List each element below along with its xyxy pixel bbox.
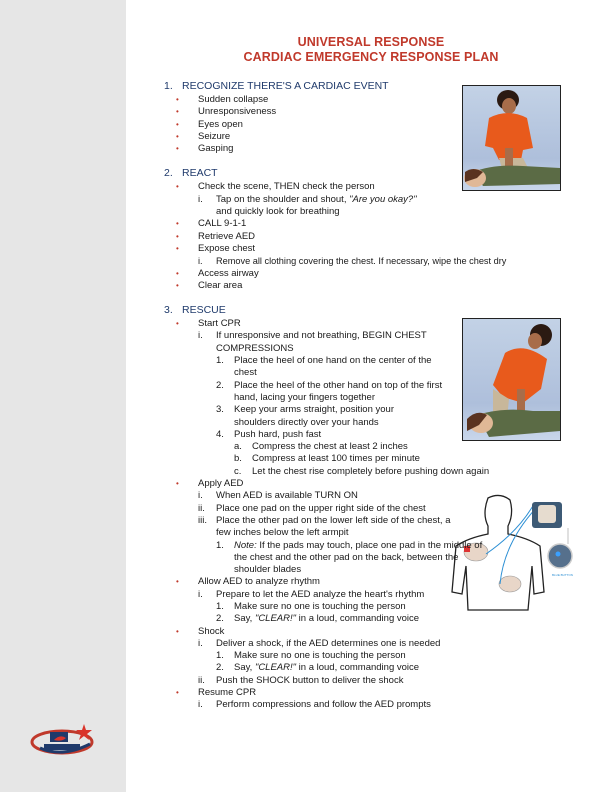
item-text: Push hard, push fast: [234, 428, 322, 440]
sub-item: [164, 638, 536, 650]
item-marker: a.: [234, 441, 242, 453]
list-item: [164, 231, 564, 243]
step-sub-item: [164, 441, 512, 453]
note-label: Note:: [234, 539, 257, 551]
item-marker: 3.: [216, 404, 224, 416]
item-marker: i.: [198, 330, 203, 342]
step-item: [164, 355, 446, 380]
item-text: If the pads may touch, place one pad in the middle of the chest and the other pad on the back, between the shoulder blades: [234, 539, 483, 576]
item-text: Check the scene, THEN check the person: [198, 181, 375, 193]
item-text: Make sure no one is touching the person: [234, 600, 406, 612]
item-text: Resume CPR: [198, 687, 257, 699]
step-item: [164, 380, 446, 405]
title-line-2: CARDIAC EMERGENCY RESPONSE PLAN: [243, 50, 499, 64]
item-text: Unresponsiveness: [198, 106, 277, 118]
section-number: 2.: [164, 167, 173, 180]
item-text: Let the chest rise completely before pushing down again: [252, 465, 490, 477]
item-text: If unresponsive and not breathing, BEGIN CHEST COMPRESSIONS: [216, 330, 427, 354]
bullet-icon: •: [176, 577, 179, 587]
item-text: Place one pad on the upper right side of the chest: [216, 502, 426, 514]
item-text: Compress at least 100 times per minute: [252, 453, 420, 465]
item-text: Allow AED to analyze rhythm: [198, 576, 320, 588]
item-text: in a loud, commanding voice: [296, 613, 420, 625]
item-text: Push the SHOCK button to deliver the shock: [216, 674, 404, 686]
list-item: [164, 576, 564, 588]
sub-item: [164, 515, 461, 540]
item-text: Expose chest: [198, 242, 256, 254]
item-quote: "Are you okay?": [349, 193, 417, 205]
item-text: Seizure: [198, 130, 231, 142]
brand-logo: [28, 722, 100, 758]
item-marker: i.: [198, 699, 203, 711]
list-item: [164, 478, 564, 490]
bullet-icon: •: [176, 688, 179, 698]
item-marker: iii.: [198, 514, 207, 526]
bullet-icon: •: [176, 182, 179, 192]
section-rescue: [164, 304, 564, 712]
bullet-icon: •: [176, 119, 179, 129]
title-line-1: UNIVERSAL RESPONSE: [297, 35, 445, 49]
section-recognize: [164, 80, 564, 155]
item-marker: 1.: [216, 355, 224, 367]
item-text: and quickly look for breathing: [216, 206, 340, 218]
list-item: [164, 218, 564, 230]
item-text: CALL 9-1-1: [198, 218, 247, 230]
section-number: 3.: [164, 304, 173, 317]
sub-item: [164, 490, 564, 502]
sub-item: [164, 194, 564, 219]
item-text: Place the other pad on the lower left side of the chest, a few inches below the left armpit: [216, 514, 451, 539]
step-item: [164, 662, 564, 674]
item-marker: i.: [198, 193, 203, 205]
item-quote: "CLEAR!": [254, 662, 297, 674]
list-item: [164, 131, 564, 143]
item-marker: i.: [198, 256, 203, 267]
item-marker: 2.: [216, 613, 224, 625]
list-item: [164, 119, 564, 131]
list-item: [164, 181, 564, 193]
list-item: [164, 243, 564, 255]
item-text: Make sure no one is touching the person: [234, 650, 406, 662]
list-item: [164, 280, 564, 292]
step-item: [164, 601, 564, 613]
step-item: [164, 540, 496, 577]
item-marker: i.: [198, 637, 203, 649]
bullet-icon: •: [176, 268, 179, 278]
step-item: [164, 613, 564, 625]
list-item: [164, 94, 564, 106]
step-sub-item: [164, 453, 532, 465]
step-item: [164, 650, 564, 662]
item-marker: b.: [234, 453, 242, 465]
item-marker: 1.: [216, 539, 224, 551]
item-text: Keep your arms straight, position your shoulders directly over your hands: [234, 404, 394, 428]
sub-item: [164, 330, 436, 355]
item-marker: 2.: [216, 379, 224, 391]
item-text: Shock: [198, 625, 225, 637]
sub-item: [164, 675, 564, 687]
bullet-icon: •: [176, 319, 179, 329]
item-text: Place the heel of one hand on the center of the chest: [234, 355, 432, 379]
step-sub-item: [164, 466, 502, 478]
page-title: [130, 35, 612, 65]
response-plan: [164, 80, 564, 724]
item-text: Say,: [234, 613, 255, 625]
sidebar: [0, 0, 126, 792]
list-item: [164, 626, 564, 638]
item-text: Perform compressions and follow the AED prompts: [216, 699, 431, 711]
item-text: Apply AED: [198, 478, 244, 490]
bullet-icon: •: [176, 479, 179, 489]
bullet-icon: •: [176, 131, 179, 141]
item-text: Compress the chest at least 2 inches: [252, 441, 408, 453]
sub-item: [164, 503, 461, 515]
section-title: RECOGNIZE THERE'S A CARDIAC EVENT: [182, 80, 389, 92]
item-text: in a loud, commanding voice: [296, 662, 420, 674]
item-text: Place the heel of the other hand on top of the first hand, lacing your fingers together: [234, 379, 443, 403]
bullet-icon: •: [176, 243, 179, 253]
section-heading: [164, 80, 564, 93]
list-item: [164, 687, 564, 699]
section-number: 1.: [164, 80, 173, 92]
list-item: [164, 143, 564, 155]
section-title: REACT: [182, 167, 218, 180]
item-quote: "CLEAR!": [254, 613, 297, 625]
item-marker: ii.: [198, 674, 205, 686]
item-text: Deliver a shock, if the AED determines one is needed: [216, 637, 441, 649]
sub-item: [164, 699, 536, 711]
section-heading: [164, 304, 564, 317]
item-text: Retrieve AED: [198, 230, 256, 242]
list-item: [164, 268, 564, 280]
item-text: Gasping: [198, 143, 234, 155]
item-marker: i.: [198, 588, 203, 600]
item-text: Eyes open: [198, 118, 243, 130]
item-text: Tap on the shoulder and shout,: [216, 193, 350, 205]
item-marker: c.: [234, 465, 242, 477]
item-text: Say,: [234, 662, 255, 674]
bullet-icon: •: [176, 280, 179, 290]
item-text: Sudden collapse: [198, 94, 269, 105]
bullet-icon: •: [176, 219, 179, 229]
item-marker: i.: [198, 490, 203, 502]
section-heading: [164, 167, 564, 180]
item-text: Access airway: [198, 267, 259, 279]
bullet-icon: •: [176, 144, 179, 154]
item-text: Prepare to let the AED analyze the heart's rhythm: [216, 588, 425, 600]
step-item: [164, 429, 564, 441]
item-marker: ii.: [198, 502, 205, 514]
item-text: Remove all clothing covering the chest. If necessary, wipe the chest dry: [216, 256, 507, 267]
sub-item: [164, 589, 461, 601]
item-text: When AED is available TURN ON: [216, 490, 358, 502]
bullet-icon: •: [176, 231, 179, 241]
sub-item: [164, 255, 612, 267]
section-title: RESCUE: [182, 304, 226, 317]
item-marker: 2.: [216, 662, 224, 674]
bullet-icon: •: [176, 626, 179, 636]
item-marker: 1.: [216, 650, 224, 662]
list-item: [164, 318, 564, 330]
blue-button-label: BLUE BUTTON: [552, 573, 573, 577]
item-text: Start CPR: [198, 318, 241, 330]
item-text: Clear area: [198, 279, 243, 291]
bullet-icon: •: [176, 95, 179, 104]
list-item: [164, 106, 564, 118]
step-item: [164, 404, 434, 429]
bullet-icon: •: [176, 107, 179, 117]
item-marker: 1.: [216, 600, 224, 612]
item-marker: 4.: [216, 428, 224, 440]
section-react: [164, 167, 564, 292]
